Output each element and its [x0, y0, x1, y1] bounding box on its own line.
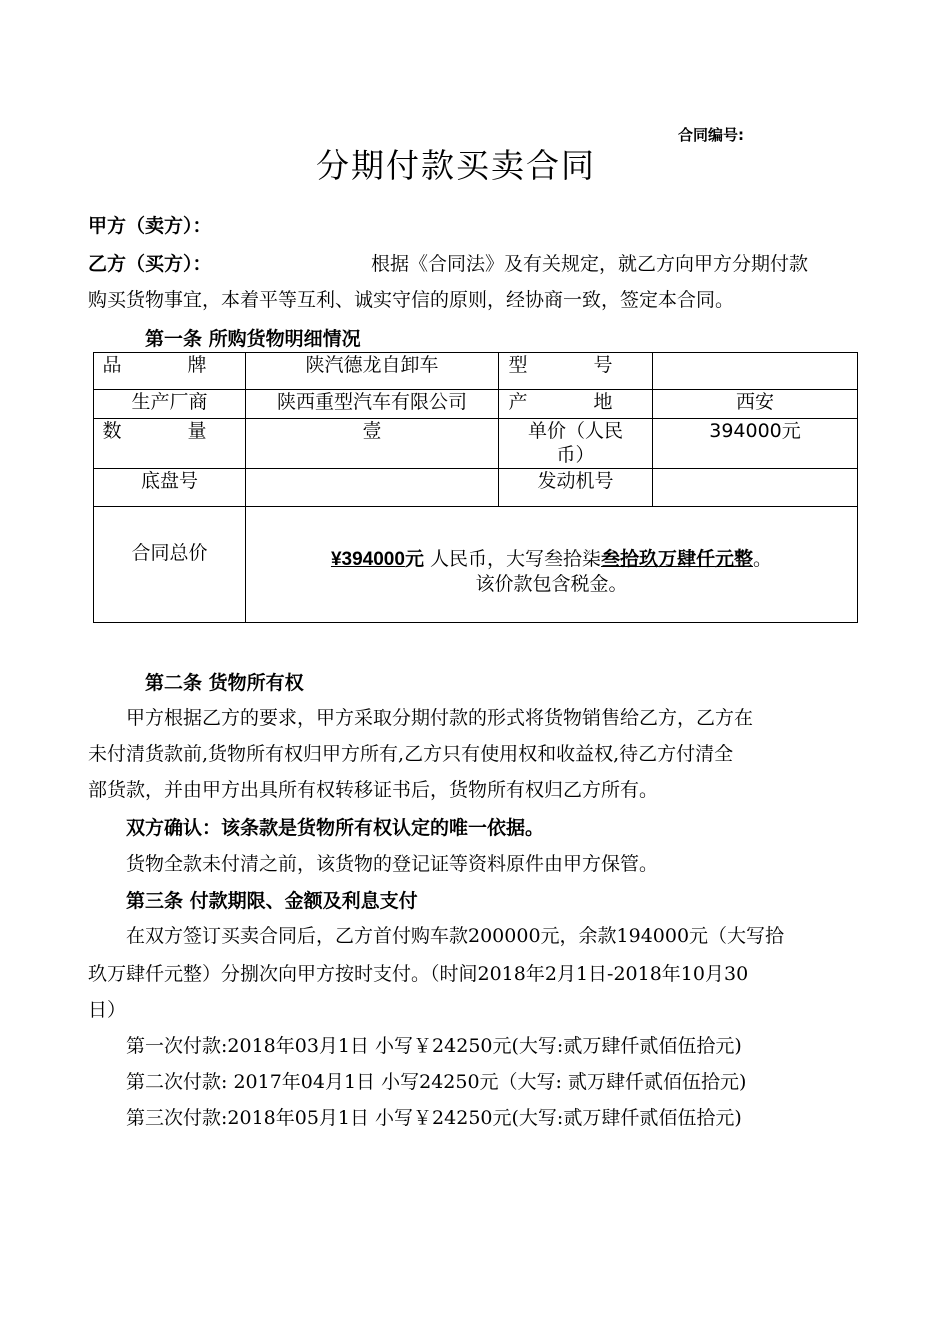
ownership-confirmation: 双方确认：该条款是货物所有权认定的唯一依据。: [126, 817, 545, 839]
total-mid-text: 人民币，大写叁拾柒: [423, 548, 601, 570]
manufacturer-value: 陕西重型汽车有限公司: [246, 390, 499, 419]
table-row: [94, 507, 858, 623]
brand-label: 品 牌: [102, 354, 237, 376]
total-price-line: [246, 547, 857, 572]
quantity-value: 壹: [246, 419, 499, 469]
total-unit: 元: [404, 548, 424, 570]
article-1-heading: 第一条 所购货物明细情况: [145, 328, 361, 350]
contract-number-label: 合同编号:: [678, 126, 744, 144]
chassis-value: [246, 469, 499, 507]
article-3-para-line-1: 在双方签订买卖合同后，乙方首付购车款200000元，余款194000元（大写拾: [126, 925, 785, 947]
total-end: 。: [753, 548, 773, 570]
engine-label: 发动机号: [499, 469, 653, 507]
brand-value: 陕汽德龙自卸车: [246, 353, 499, 390]
article-3-para-line-3: 日）: [88, 999, 127, 1021]
total-amount-words: 叁拾玖万肆仟元整: [601, 548, 754, 570]
document-title: 分期付款买卖合同: [316, 146, 596, 185]
article-2-para-line-3: 部货款，并由甲方出具所有权转移证书后，货物所有权归乙方所有。: [88, 779, 659, 801]
unit-price-value: 394000元: [653, 419, 858, 469]
unit-price-label-line-1: 单价（人民: [527, 420, 623, 442]
unit-price-label-line-2: 币）: [556, 444, 595, 466]
table-row: [94, 353, 858, 390]
seller-label: 甲方（卖方）：: [88, 215, 212, 237]
article-2-para-line-1: 甲方根据乙方的要求，甲方采取分期付款的形式将货物销售给乙方，乙方在: [126, 707, 754, 729]
origin-value: 西安: [653, 390, 858, 419]
intro-text-line-2: 购买货物事宜，本着平等互利、诚实守信的原则，经协商一致，签定本合同。: [88, 289, 735, 311]
table-row: [94, 390, 858, 419]
article-3-para-line-2: 玖万肆仟元整）分捌次向甲方按时支付。（时间2018年2月1日-2018年10月30: [88, 963, 749, 985]
payment-line: 第一次付款:2018年03月1日 小写￥24250元(大写:贰万肆仟贰佰伍拾元): [126, 1035, 742, 1057]
intro-text-line-1: 根据《合同法》及有关规定，就乙方向甲方分期付款: [371, 253, 809, 275]
article-2-para-line-2: 未付清货款前,货物所有权归甲方所有,乙方只有使用权和收益权,待乙方付清全: [88, 743, 734, 765]
total-amount: ¥394000: [330, 549, 405, 570]
article-3-heading: 第三条 付款期限、金额及利息支付: [126, 890, 418, 912]
payment-line: 第三次付款:2018年05月1日 小写￥24250元(大写:贰万肆仟贰佰伍拾元): [126, 1107, 742, 1129]
article-2-custody-note: 货物全款未付清之前，该货物的登记证等资料原件由甲方保管。: [126, 853, 659, 875]
quantity-label: 数 量: [102, 420, 237, 442]
buyer-label: 乙方（买方）：: [88, 253, 212, 275]
total-price-label: 合同总价: [94, 507, 246, 623]
table-row: [94, 419, 858, 469]
total-price-note: 该价款包含税金。: [475, 573, 628, 595]
model-label: 型 号: [508, 354, 643, 376]
goods-detail-table: [93, 352, 858, 623]
model-value: [653, 353, 858, 390]
engine-value: [653, 469, 858, 507]
table-row: [94, 469, 858, 507]
origin-label: 产 地: [508, 391, 643, 413]
chassis-label: 底盘号: [94, 469, 246, 507]
manufacturer-label: 生产厂商: [94, 390, 246, 419]
payment-line: 第二次付款: 2017年04月1日 小写24250元（大写: 贰万肆仟贰佰伍拾元): [126, 1071, 747, 1093]
article-2-heading: 第二条 货物所有权: [145, 672, 304, 694]
